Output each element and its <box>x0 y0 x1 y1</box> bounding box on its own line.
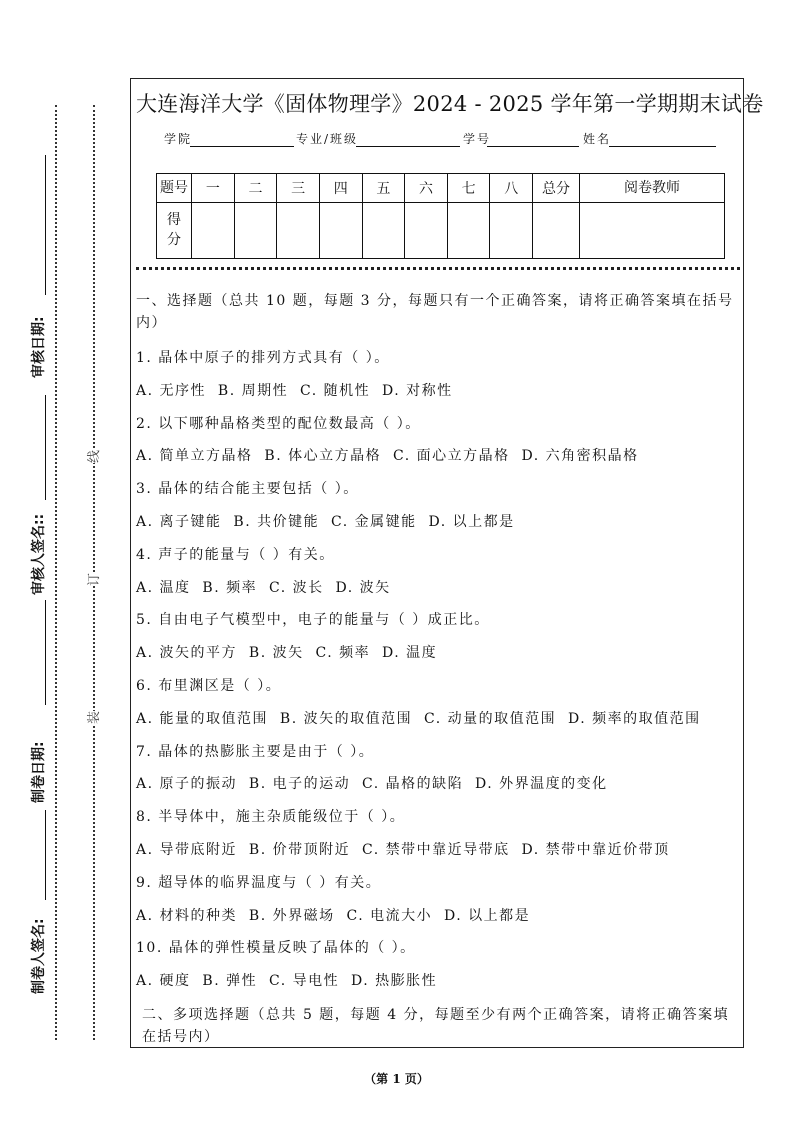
col-grader: 阅卷教师 <box>580 174 725 203</box>
bind-mark-xian: 线 <box>83 450 102 463</box>
review-date-label: 审核日期: <box>31 316 47 378</box>
section-2-heading: 二、多项选择题（总共 5 题，每题 4 分，每题至少有两个正确答案，请将正确答案填在括号内） <box>142 1006 730 1045</box>
score-cell[interactable] <box>447 202 490 258</box>
col-4: 四 <box>319 174 362 203</box>
question-2: 2. 以下哪种晶格类型的配位数最高（ ）。 <box>136 415 421 432</box>
col-2: 二 <box>234 174 277 203</box>
header-label: 题号 <box>157 174 192 203</box>
question-6: 6. 布里渊区是（ ）。 <box>136 677 282 694</box>
section-1-heading: 一、选择题（总共 10 题，每题 3 分，每题只有一个正确答案，请将正确答案填在括号内） <box>136 293 734 331</box>
col-total: 总分 <box>533 174 580 203</box>
college-label: 学院 <box>164 132 193 146</box>
score-cell[interactable] <box>533 202 580 258</box>
score-table <box>156 173 725 259</box>
score-label: 得分 <box>157 202 192 258</box>
reviewer-sign-line <box>45 395 46 500</box>
options-4: A. 温度 B. 频率 C. 波长 D. 波矢 <box>136 579 391 596</box>
options-9: A. 材料的种类 B. 外界磁场 C. 电流大小 D. 以上都是 <box>136 907 531 924</box>
review-date-line <box>45 155 46 295</box>
col-6: 六 <box>405 174 448 203</box>
options-1: A. 无序性 B. 周期性 C. 随机性 D. 对称性 <box>136 382 453 399</box>
question-7: 7. 晶体的热膨胀主要是由于（ ）。 <box>136 743 375 760</box>
score-cell[interactable] <box>277 202 320 258</box>
reviewer-sign-label: 审核人签名:: <box>31 513 47 595</box>
options-5: A. 波矢的平方 B. 波矢 C. 频率 D. 温度 <box>136 645 438 662</box>
exam-body <box>136 290 742 1048</box>
options-3: A. 离子键能 B. 共价键能 C. 金属键能 D. 以上都是 <box>136 513 515 530</box>
question-8: 8. 半导体中，施主杂质能级位于（ ）。 <box>136 809 406 826</box>
question-3: 3. 晶体的结合能主要包括（ ）。 <box>136 481 359 498</box>
name-label: 姓名 <box>583 132 612 146</box>
make-date-label: 制卷日期: <box>31 741 47 803</box>
student-id-field[interactable] <box>487 146 579 147</box>
bind-mark-zhuang: 装 <box>83 711 102 724</box>
major-field[interactable] <box>356 146 460 147</box>
score-cell[interactable] <box>234 202 277 258</box>
options-8: A. 导带底附近 B. 价带顶附近 C. 禁带中靠近导带底 D. 禁带中靠近价带顶 <box>136 841 670 858</box>
question-10: 10. 晶体的弹性模量反映了晶体的（ ）。 <box>136 940 416 957</box>
col-8: 八 <box>490 174 533 203</box>
exam-title: 大连海洋大学《固体物理学》2024 - 2025 学年第一学期期末试卷 <box>136 92 764 116</box>
options-2: A. 简单立方晶格 B. 体心立方晶格 C. 面心立方晶格 D. 六角密积晶格 <box>136 448 639 465</box>
col-7: 七 <box>447 174 490 203</box>
question-5: 5. 自由电子气模型中，电子的能量与（ ）成正比。 <box>136 612 490 629</box>
bind-mark-ding: 订 <box>83 573 102 586</box>
score-cell[interactable] <box>580 202 725 258</box>
col-1: 一 <box>192 174 235 203</box>
score-cell[interactable] <box>319 202 362 258</box>
dotted-line-outer <box>55 105 57 1040</box>
options-7: A. 原子的振动 B. 电子的运动 C. 晶格的缺陷 D. 外界温度的变化 <box>136 776 608 793</box>
make-date-line <box>45 600 46 705</box>
college-field[interactable] <box>190 146 294 147</box>
question-1: 1. 晶体中原子的排列方式具有（ ）。 <box>136 350 390 366</box>
student-id-label: 学号 <box>463 132 492 146</box>
question-9: 9. 超导体的临界温度与（ ）有关。 <box>136 874 382 891</box>
score-cell[interactable] <box>405 202 448 258</box>
maker-sign-line <box>45 810 46 900</box>
options-6: A. 能量的取值范围 B. 波矢的取值范围 C. 动量的取值范围 D. 频率的取值范围 <box>136 710 701 727</box>
major-label: 专业/班级 <box>296 132 359 146</box>
separator <box>136 267 740 270</box>
question-4: 4. 声子的能量与（ ）有关。 <box>136 546 335 563</box>
page-number: （第 1 页） <box>364 1072 429 1086</box>
col-5: 五 <box>362 174 405 203</box>
score-cell[interactable] <box>362 202 405 258</box>
col-3: 三 <box>277 174 320 203</box>
options-10: A. 硬度 B. 弹性 C. 导电性 D. 热膨胀性 <box>136 973 438 990</box>
name-field[interactable] <box>609 146 716 147</box>
maker-sign-label: 制卷人签名: <box>31 918 47 994</box>
score-cell[interactable] <box>490 202 533 258</box>
score-cell[interactable] <box>192 202 235 258</box>
